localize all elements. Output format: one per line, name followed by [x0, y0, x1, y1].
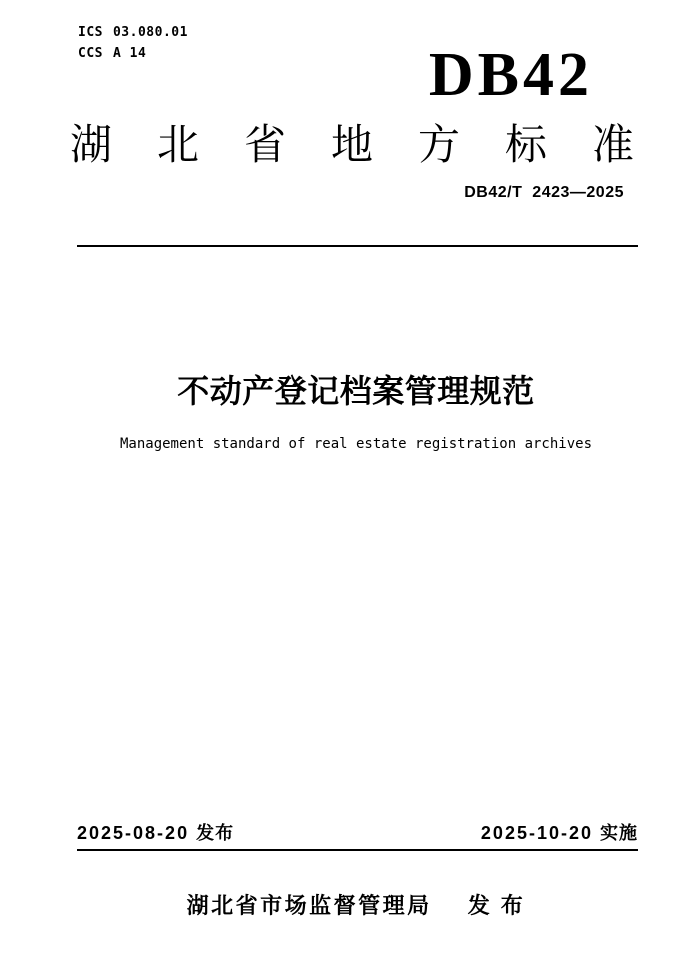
issue-date: 2025-08-20: [77, 823, 190, 843]
ccs-code-line: [78, 43, 188, 64]
issue-date-group: [77, 821, 234, 845]
publish-action: 发 布: [467, 893, 526, 918]
ics-value: 03.080.01: [112, 25, 188, 40]
issuer-row: [75, 891, 637, 921]
ics-code-line: [78, 22, 188, 43]
ccs-value: A 14: [112, 46, 147, 61]
publisher-name: 湖北省市场监督管理局: [186, 893, 432, 918]
standard-type-title: 湖北省地方标准: [70, 121, 680, 168]
implement-date-group: [481, 821, 638, 845]
header-rule: [77, 245, 638, 247]
classification-codes: [78, 22, 188, 64]
issue-label: 发布: [196, 823, 235, 843]
document-title-zh: 不动产登记档案管理规范: [177, 373, 535, 409]
implement-date: 2025-10-20: [480, 823, 593, 843]
implement-label: 实施: [600, 823, 638, 843]
standard-number: DB42/T 2423—2025: [464, 184, 624, 201]
ccs-label: CCS: [78, 46, 103, 61]
footer-rule: [77, 849, 638, 851]
document-title-en: Management standard of real estate registration archives: [119, 436, 592, 452]
ics-label: ICS: [78, 25, 103, 40]
date-row: [77, 821, 638, 845]
db42-logo: DB42: [428, 41, 593, 109]
